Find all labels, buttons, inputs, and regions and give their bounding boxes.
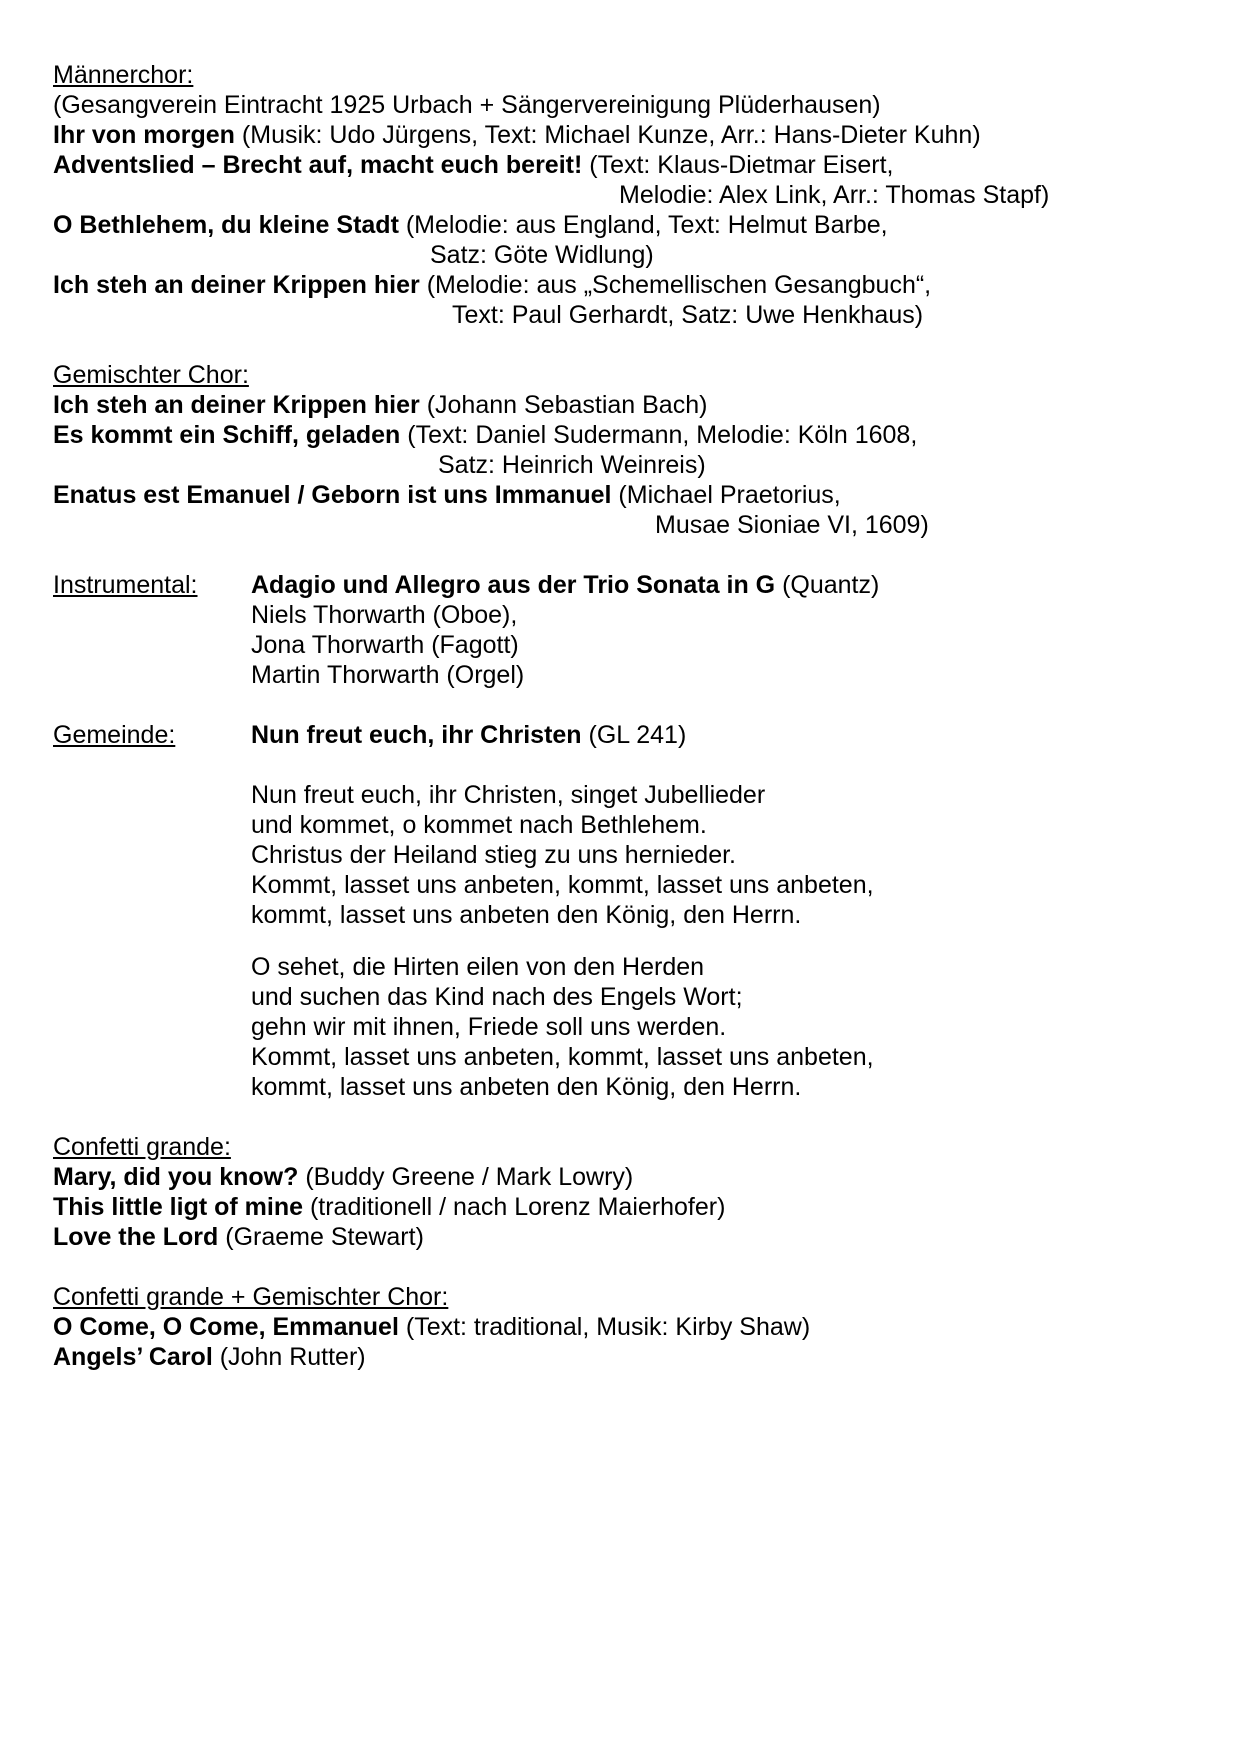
- piece-detail: (Text: Daniel Sudermann, Melodie: Köln 1608,: [400, 421, 918, 449]
- section-heading-gemeinde: Gemeinde:: [53, 721, 176, 749]
- maennerchor-subtitle: (Gesangverein Eintracht 1925 Urbach + Sängervereinigung Plüderhausen): [53, 91, 881, 119]
- piece-title: Mary, did you know?: [53, 1163, 299, 1191]
- piece-title: Angels’ Carol: [53, 1343, 213, 1371]
- section-heading-confetti-grande: Confetti grande:: [53, 1133, 231, 1161]
- program-item: [53, 270, 931, 300]
- section-heading-instrumental: Instrumental:: [53, 571, 198, 599]
- piece-detail: (Graeme Stewart): [218, 1223, 424, 1251]
- piece-detail: (GL 241): [581, 721, 687, 749]
- lyric-line: kommt, lasset uns anbeten den König, den Herrn.: [251, 1073, 802, 1101]
- program-item: [53, 1312, 810, 1342]
- section-heading-confetti-gemischt: Confetti grande + Gemischter Chor:: [53, 1283, 449, 1311]
- piece-detail-cont: Text: Paul Gerhardt, Satz: Uwe Henkhaus): [452, 301, 924, 329]
- piece-detail: (Melodie: aus England, Text: Helmut Barbe,: [398, 211, 888, 239]
- piece-title: Es kommt ein Schiff, geladen: [53, 421, 401, 449]
- piece-detail-cont: Musae Sioniae VI, 1609): [655, 511, 929, 539]
- section-heading-maennerchor: Männerchor:: [53, 61, 194, 89]
- performer: Jona Thorwarth (Fagott): [251, 631, 519, 659]
- piece-title: O Come, O Come, Emmanuel: [53, 1313, 399, 1341]
- piece-title: Ich steh an deiner Krippen hier: [53, 271, 420, 299]
- program-item: [53, 150, 893, 180]
- piece-detail: (Michael Praetorius,: [611, 481, 841, 509]
- program-item: [53, 1192, 725, 1222]
- piece-detail: (John Rutter): [212, 1343, 366, 1371]
- lyric-line: gehn wir mit ihnen, Friede soll uns werden.: [251, 1013, 727, 1041]
- piece-title: Adagio und Allegro aus der Trio Sonata in G: [251, 571, 776, 599]
- piece-title: Love the Lord: [53, 1223, 219, 1251]
- program-item: [53, 390, 707, 420]
- piece-title: Ihr von morgen: [53, 121, 235, 149]
- piece-detail: (Melodie: aus „Schemellischen Gesangbuch“,: [419, 271, 932, 299]
- piece-detail-cont: Melodie: Alex Link, Arr.: Thomas Stapf): [619, 181, 1050, 209]
- program-item: [53, 1222, 424, 1252]
- lyric-line: O sehet, die Hirten eilen von den Herden: [251, 953, 705, 981]
- piece-detail: (Johann Sebastian Bach): [419, 391, 708, 419]
- program-item: [251, 570, 879, 600]
- piece-title: Ich steh an deiner Krippen hier: [53, 391, 420, 419]
- piece-detail: (Text: traditional, Musik: Kirby Shaw): [398, 1313, 811, 1341]
- piece-title: O Bethlehem, du kleine Stadt: [53, 211, 399, 239]
- piece-title: Adventslied – Brecht auf, macht euch bereit!: [53, 151, 583, 179]
- program-item: [53, 420, 917, 450]
- program-item: [53, 210, 888, 240]
- piece-detail: (traditionell / nach Lorenz Maierhofer): [303, 1193, 726, 1221]
- piece-detail: (Text: Klaus-Dietmar Eisert,: [582, 151, 894, 179]
- program-item: [53, 1162, 633, 1192]
- piece-title: This little ligt of mine: [53, 1193, 303, 1221]
- lyric-line: und suchen das Kind nach des Engels Wort;: [251, 983, 743, 1011]
- performer: Niels Thorwarth (Oboe),: [251, 601, 518, 629]
- program-item: [53, 1342, 366, 1372]
- section-heading-gemischter-chor: Gemischter Chor:: [53, 361, 249, 389]
- piece-detail: (Musik: Udo Jürgens, Text: Michael Kunze, Arr.: Hans-Dieter Kuhn): [234, 121, 981, 149]
- lyric-line: Christus der Heiland stieg zu uns hernieder.: [251, 841, 736, 869]
- program-item: [53, 120, 981, 150]
- piece-title: Enatus est Emanuel / Geborn ist uns Immanuel: [53, 481, 612, 509]
- lyric-line: und kommet, o kommet nach Bethlehem.: [251, 811, 707, 839]
- lyric-line: Kommt, lasset uns anbeten, kommt, lasset uns anbeten,: [251, 1043, 874, 1071]
- piece-detail: (Quantz): [775, 571, 880, 599]
- lyric-line: kommt, lasset uns anbeten den König, den Herrn.: [251, 901, 802, 929]
- program-item: [53, 480, 841, 510]
- piece-detail: (Buddy Greene / Mark Lowry): [298, 1163, 634, 1191]
- performer: Martin Thorwarth (Orgel): [251, 661, 525, 689]
- piece-detail-cont: Satz: Göte Widlung): [430, 241, 654, 269]
- piece-title: Nun freut euch, ihr Christen: [251, 721, 582, 749]
- lyric-line: Kommt, lasset uns anbeten, kommt, lasset uns anbeten,: [251, 871, 874, 899]
- lyric-line: Nun freut euch, ihr Christen, singet Jubellieder: [251, 781, 766, 809]
- piece-detail-cont: Satz: Heinrich Weinreis): [438, 451, 706, 479]
- program-item: [251, 720, 686, 750]
